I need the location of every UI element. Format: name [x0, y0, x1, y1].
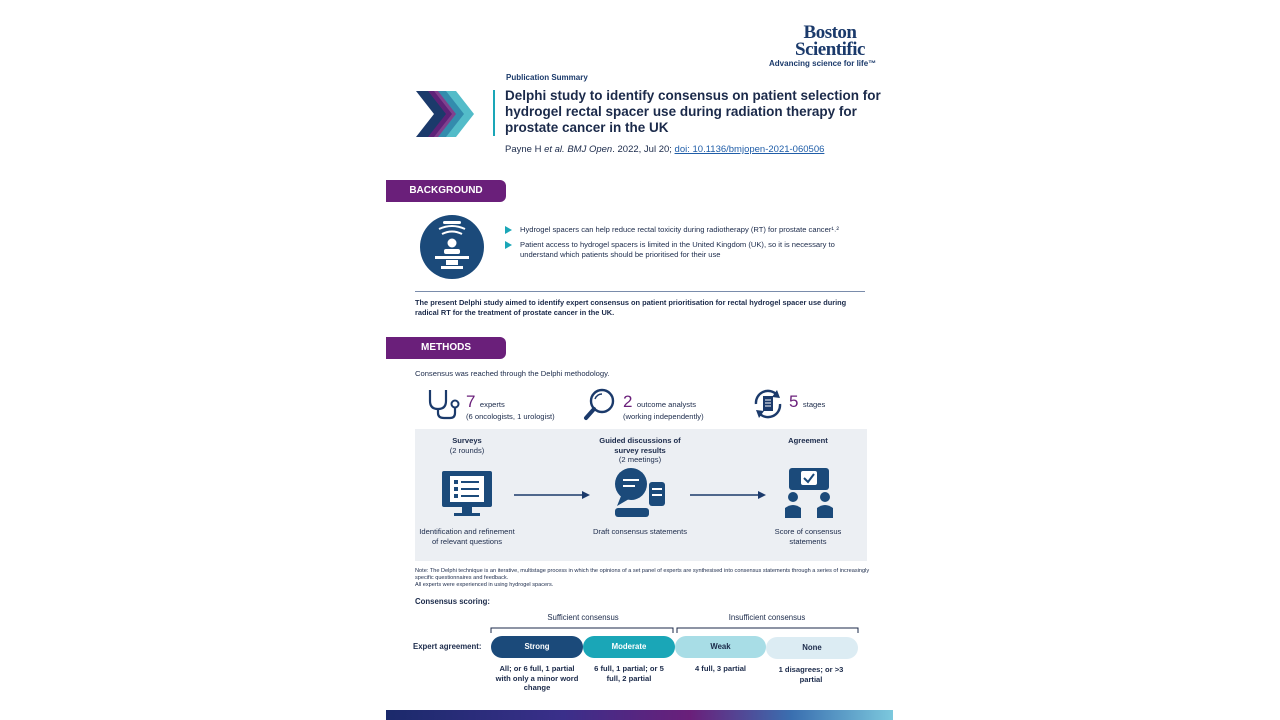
step-subtitle: (2 meetings) [618, 455, 662, 464]
step-agreement-heading [758, 436, 858, 446]
level-weak-pill: Weak [675, 636, 766, 658]
citation-journal: BMJ Open [564, 144, 613, 155]
step-discussions-outcome: Draft consensus statements [592, 527, 688, 536]
footer-gradient-bar [386, 710, 893, 720]
radiotherapy-patient-icon [419, 214, 485, 280]
agreement-icon [782, 466, 836, 520]
publication-label: Publication Summary [506, 73, 588, 82]
citation-date: . 2022, Jul 20; [612, 144, 675, 155]
level-moderate-pill: Moderate [583, 636, 675, 658]
stat-analysts [623, 392, 704, 421]
stat-number: 2 [623, 392, 633, 411]
doi-link[interactable]: doi: 10.1136/bmjopen-2021-060506 [674, 144, 825, 155]
stat-experts [466, 392, 555, 421]
bullet-text: Hydrogel spacers can help reduce rectal toxicity during radiotherapy (RT) for prostate cancer¹˒² [520, 225, 839, 234]
survey-monitor-icon [440, 469, 494, 519]
list-item [505, 240, 865, 261]
brand-tagline: Advancing science for life™ [769, 59, 877, 68]
methods-heading: METHODS [386, 337, 506, 359]
chevron-logo-icon [414, 89, 478, 139]
citation-authors: Payne H [505, 144, 545, 155]
background-heading: BACKGROUND [386, 180, 506, 202]
note-text: Note: The Delphi technique is an iterative, multistage process in which the opinions of a set panel of experts are synthesised into consensus statements through a series of increasingly specific questionnaires and feedback. [415, 568, 870, 581]
level-moderate-criteria: 6 full, 1 partial; or 5 full, 2 partial [594, 664, 664, 683]
level-none-pill: None [766, 637, 858, 659]
note-text: All experts were experienced in using hydrogel spacers. [415, 582, 554, 588]
stat-stages [789, 392, 825, 412]
expert-agreement-label: Expert agreement: [413, 642, 482, 651]
citation [505, 144, 824, 155]
discussion-icon [611, 466, 669, 520]
level-none-criteria: 1 disagrees; or >3 partial [778, 665, 844, 684]
stat-number: 5 [789, 392, 799, 411]
group-brackets [490, 624, 860, 634]
group-sufficient-label: Sufficient consensus [547, 613, 619, 622]
scoring-heading: Consensus scoring: [415, 597, 490, 606]
stat-sublabel: (6 oncologists, 1 urologist) [466, 412, 555, 421]
brand-logo [775, 24, 885, 58]
stat-label: outcome analysts [636, 400, 697, 409]
step-surveys-heading [417, 436, 517, 455]
stethoscope-icon [424, 387, 462, 421]
step-title: Surveys [452, 436, 482, 445]
title-accent-bar [493, 90, 495, 136]
bullet-text: Patient access to hydrogel spacers is limited in the United Kingdom (UK), so it is necessary to understand which patients should be prioritised for their use [520, 239, 835, 259]
level-weak-criteria: 4 full, 3 partial [694, 664, 747, 673]
stat-label: experts [479, 400, 505, 409]
methods-intro: Consensus was reached through the Delphi methodology. [415, 369, 610, 378]
stat-sublabel: (working independently) [623, 412, 704, 421]
group-insufficient-label: Insufficient consensus [728, 613, 806, 622]
divider [415, 291, 865, 292]
stat-label: stages [802, 400, 826, 409]
step-agreement-outcome: Score of consensus statements [774, 527, 842, 546]
step-surveys-outcome: Identification and refinement of relevant questions [419, 527, 515, 546]
bullet-arrow-icon [505, 226, 512, 234]
step-title: Guided discussions of survey results [599, 436, 681, 455]
magnifier-icon [583, 387, 617, 421]
step-subtitle: (2 rounds) [449, 445, 485, 455]
methods-note [415, 568, 870, 589]
arrow-right-icon [514, 490, 590, 500]
page-title: Delphi study to identify consensus on patient selection for hydrogel rectal spacer use during radiation therapy for prostate cancer in the UK [505, 88, 881, 135]
citation-etal: et al. [544, 144, 565, 155]
step-title: Agreement [788, 436, 828, 445]
study-aim: The present Delphi study aimed to identify expert consensus on patient prioritisation for rectal hydrogel spacer use during radical RT for the treatment of prostate cancer in the UK. [415, 298, 847, 317]
list-item [505, 225, 865, 236]
background-bullets [505, 225, 865, 265]
brand-name-line1: Boston [803, 22, 857, 43]
brand-name-line2: Scientific [795, 39, 865, 60]
step-discussions-heading [590, 436, 690, 465]
cycle-document-icon [751, 387, 785, 421]
level-strong-criteria: All; or 6 full, 1 partial with only a minor word change [495, 664, 579, 692]
stat-number: 7 [466, 392, 476, 411]
bullet-arrow-icon [505, 241, 512, 249]
level-strong-pill: Strong [491, 636, 583, 658]
arrow-right-icon [690, 490, 766, 500]
